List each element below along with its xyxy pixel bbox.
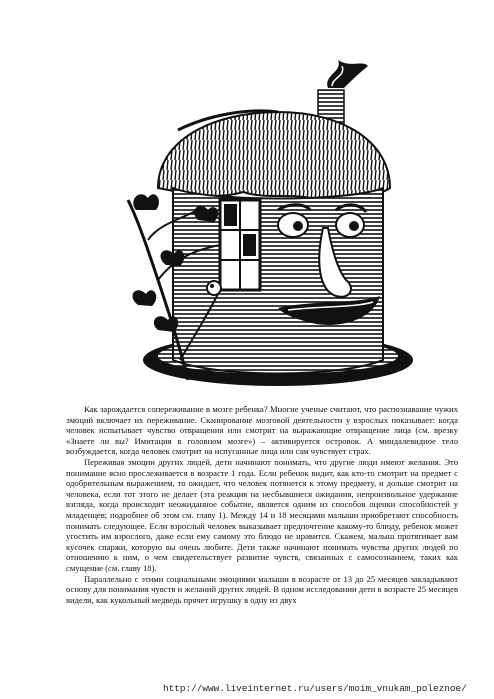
window (220, 200, 260, 290)
paragraph-1: Как зарождается сопереживание в мозге ребенка? Многие ученые считают, что распознавание чужих эмоций включает их переживание. Сканирование мозговой деятельности у взрослых показывает: когда человек испытывает чувство отвращения или смотрит на выражающие отвращение лица (см. врезку «Знаете ли вы? Имитация в головном мозге») – активируется островок. А миндалевидное тело возбуждается, когда человек смотрит на испуганные лица или сам чувствует страх. (66, 404, 458, 457)
article-text (66, 404, 458, 605)
source-url-watermark: http://www.liveinternet.ru/users/moim_vnukam_poleznoe/ (163, 683, 467, 694)
house-with-face-illustration (118, 60, 418, 390)
paragraph-2: Переживая эмоции других людей, дети начинают понимать, что другие люди имеют желания. Это понимание ясно прослеживается в возрасте 1 года. Если ребенок видит, как кто-то смотрит на предмет с одобрительным выражением, то ожидает, что человек потянется к этому предмету, и дольше смотрит на человека, если тот этого не делает (эта реакция на несбывшиеся ожидания, непроизвольное удержание взгляда, когда происходит неожиданное событие, является одним из способов оценки способностей у младенцев; подробнее об этом см. главу 1). Между 14 и 18 месяцами малыши приобретают способность понимать следующее. Если взрослый человек выказывает предпочтение какому-то блюду, ребенок может угостить им взрослого, даже если ему самому это блюдо не нравится. Скажем, малыш протягивает вам кусочек спаржи, которую вы очень любите. Дети также начинают понимать чувства других людей по отношению к ним, о чем свидетельствует развитие чувств, связанных с самосознанием, таких как смущение (см. главу 18). (66, 456, 458, 573)
paragraph-3: Параллельно с этими социальными эмоциями малыши в возрасте от 13 до 25 месяцев закладывают основу для понимания чувств и желаний других людей. В одном исследовании дети в возрасте 25 месяцев видели, как кукольный медведь прячет игрушку в одну из двух (66, 573, 458, 605)
thatched-roof (158, 112, 390, 200)
chimney-icon (318, 60, 368, 124)
